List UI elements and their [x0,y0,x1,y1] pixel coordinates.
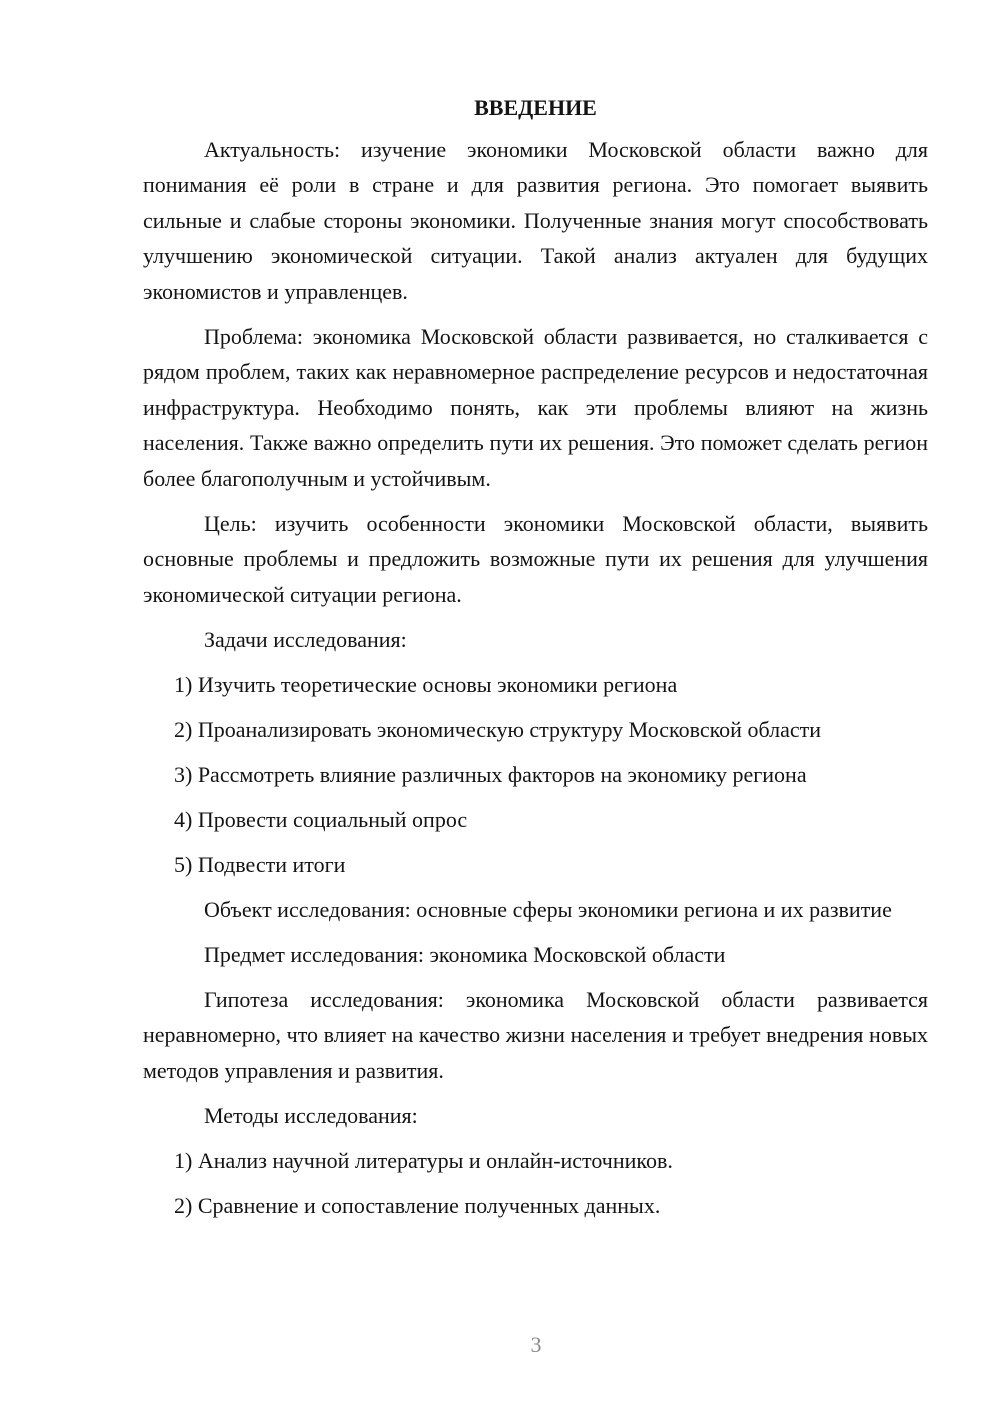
task-item-5: 5) Подвести итоги [174,851,346,877]
task-item-2: 2) Проанализировать экономическую структуру Московской области [174,716,821,742]
method-item-1: 1) Анализ научной литературы и онлайн-источников. [174,1147,673,1173]
methods-title: Методы исследования: [204,1102,418,1128]
page-content [143,90,928,1233]
task-item-4: 4) Провести социальный опрос [174,806,468,832]
task-item-1: 1) Изучить теоретические основы экономики региона [174,671,678,697]
goal-paragraph: Цель: изучить особенности экономики Московской области, выявить основные проблемы и предложить возможные пути их решения для улучшения экономической ситуации региона. [143,510,928,607]
relevance-paragraph: Актуальность: изучение экономики Московской области важно для понимания её роли в стране и для развития региона. Это помогает выявить сильные и слабые стороны экономики. Полученные знания могут способствовать улучшению экономической ситуации. Такой анализ актуален для будущих экономистов и управленцев. [143,136,928,304]
object-paragraph: Объект исследования: основные сферы экономики региона и их развитие [204,896,892,922]
page-number: 3 [530,1332,542,1357]
problem-paragraph: Проблема: экономика Московской области развивается, но сталкивается с рядом проблем, таких как неравномерное распределение ресурсов и недостаточная инфраструктура. Необходимо понять, как эти проблемы влияют на жизнь населения. Также важно определить пути их решения. Это поможет сделать регион более благополучным и устойчивым. [143,323,928,491]
hypothesis-paragraph: Гипотеза исследования: экономика Московской области развивается неравномерно, что влияет на качество жизни населения и требует внедрения новых методов управления и развития. [143,986,928,1083]
method-item-2: 2) Сравнение и сопоставление полученных данных. [174,1192,661,1218]
subject-paragraph: Предмет исследования: экономика Московской области [204,941,726,967]
task-item-3: 3) Рассмотреть влияние различных факторов на экономику региона [174,761,807,787]
tasks-title: Задачи исследования: [204,626,407,652]
section-heading: ВВЕДЕНИЕ [474,95,597,120]
